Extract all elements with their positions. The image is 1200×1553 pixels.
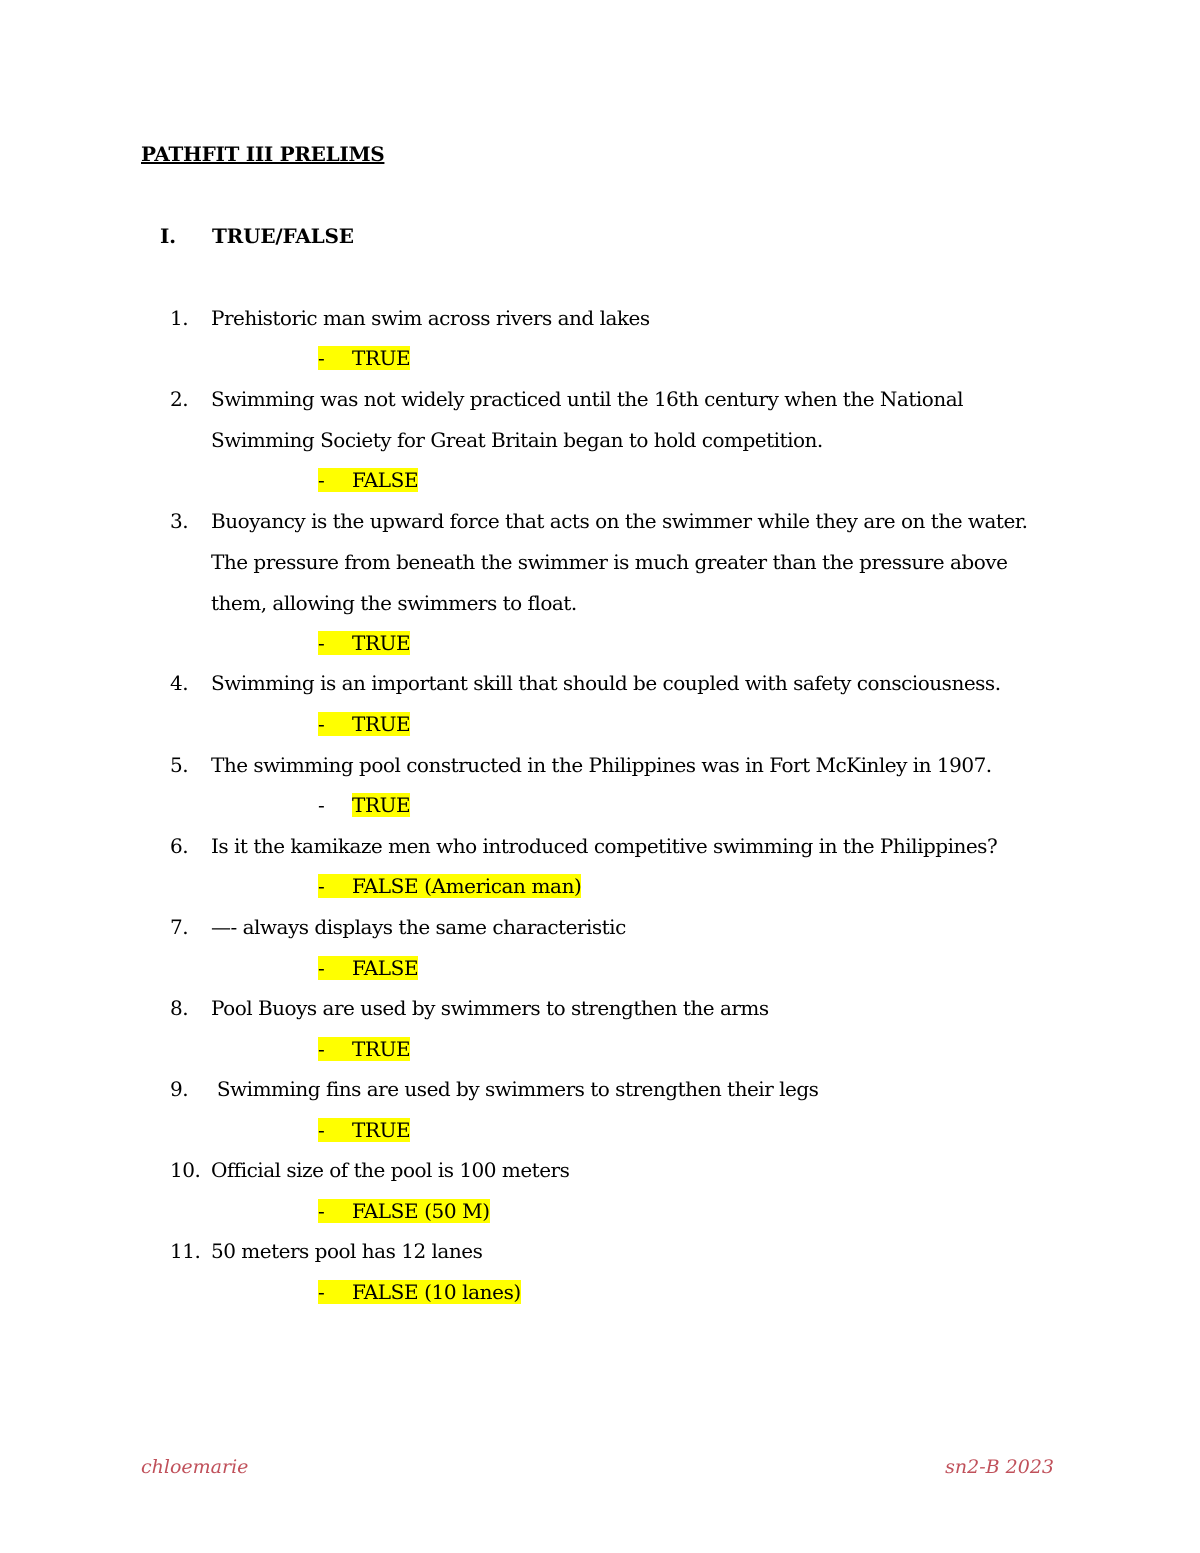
- answer-text: FALSE (50 M): [352, 1199, 490, 1223]
- answer-line: [318, 1198, 490, 1224]
- question-number: 1.: [170, 306, 189, 330]
- footer-author: chloemarie: [141, 1456, 249, 1478]
- answer-text: FALSE (American man): [352, 874, 582, 898]
- answer-line: [318, 1036, 410, 1062]
- question-item: [170, 663, 1060, 704]
- question-text: The swimming pool constructed in the Philippines was in Fort McKinley in 1907.: [211, 753, 992, 777]
- section-title: TRUE/FALSE: [212, 224, 354, 248]
- answer-line: [318, 630, 410, 656]
- answer-text: FALSE: [352, 956, 419, 980]
- answer-line: [318, 1117, 410, 1143]
- answer-dash: -: [318, 1037, 325, 1061]
- question-number: 11.: [170, 1239, 201, 1263]
- answer-line: [318, 711, 410, 737]
- question-text: Pool Buoys are used by swimmers to strengthen the arms: [211, 996, 769, 1020]
- answer-dash: -: [318, 631, 325, 655]
- answer-line: [318, 792, 410, 818]
- answer-line: [318, 467, 418, 493]
- page-title: PATHFIT III PRELIMS: [141, 142, 385, 166]
- answer-line: [318, 873, 581, 899]
- question-text: Swimming is an important skill that should be coupled with safety consciousness.: [211, 671, 1001, 695]
- footer-class-year: sn2-B 2023: [945, 1456, 1054, 1478]
- question-number: 6.: [170, 834, 189, 858]
- answer-line: [318, 345, 410, 371]
- answer-dash: -: [318, 1280, 325, 1304]
- answer-text: TRUE: [352, 793, 411, 817]
- section-numeral: I.: [160, 224, 176, 248]
- answer-dash: -: [318, 793, 325, 817]
- question-item: [170, 826, 1060, 867]
- answer-text: TRUE: [352, 1118, 411, 1142]
- question-item: [170, 1069, 1060, 1110]
- question-item: [170, 298, 1060, 339]
- question-text: Buoyancy is the upward force that acts on the swimmer while they are on the water. The pressure from beneath the swimmer is much greater than the pressure above them, allowing the swimmers to float.: [211, 509, 1028, 615]
- question-item: [170, 988, 1060, 1029]
- answer-dash: -: [318, 712, 325, 736]
- question-item: [170, 1150, 1060, 1191]
- question-text: 50 meters pool has 12 lanes: [211, 1239, 483, 1263]
- question-number: 7.: [170, 915, 189, 939]
- answer-dash: -: [318, 874, 325, 898]
- question-number: 8.: [170, 996, 189, 1020]
- answer-line: [318, 1279, 521, 1305]
- question-number: 9.: [170, 1077, 189, 1101]
- question-item: [170, 501, 1060, 624]
- answer-dash: -: [318, 346, 325, 370]
- answer-text: TRUE: [352, 1037, 411, 1061]
- answer-text: TRUE: [352, 712, 411, 736]
- question-text: Swimming fins are used by swimmers to strengthen their legs: [211, 1077, 819, 1101]
- answer-dash: -: [318, 468, 325, 492]
- question-text: Swimming was not widely practiced until the 16th century when the National Swimming Society for Great Britain began to hold competition.: [211, 387, 964, 452]
- question-number: 2.: [170, 387, 189, 411]
- answer-dash: -: [318, 1118, 325, 1142]
- question-item: [170, 379, 1060, 461]
- question-item: [170, 907, 1060, 948]
- section-heading: [160, 224, 354, 248]
- question-number: 10.: [170, 1158, 201, 1182]
- question-number: 4.: [170, 671, 189, 695]
- question-text: Official size of the pool is 100 meters: [211, 1158, 570, 1182]
- question-text: —- always displays the same characteristic: [211, 915, 626, 939]
- answer-dash: -: [318, 1199, 325, 1223]
- answer-line: [318, 955, 418, 981]
- answer-dash: -: [318, 956, 325, 980]
- question-text: Is it the kamikaze men who introduced competitive swimming in the Philippines?: [211, 834, 998, 858]
- question-item: [170, 745, 1060, 786]
- answer-text: FALSE (10 lanes): [352, 1280, 521, 1304]
- answer-text: TRUE: [352, 631, 411, 655]
- answer-text: FALSE: [352, 468, 419, 492]
- question-item: [170, 1231, 1060, 1272]
- answer-text: TRUE: [352, 346, 411, 370]
- question-number: 5.: [170, 753, 189, 777]
- question-text: Prehistoric man swim across rivers and lakes: [211, 306, 650, 330]
- question-number: 3.: [170, 509, 189, 533]
